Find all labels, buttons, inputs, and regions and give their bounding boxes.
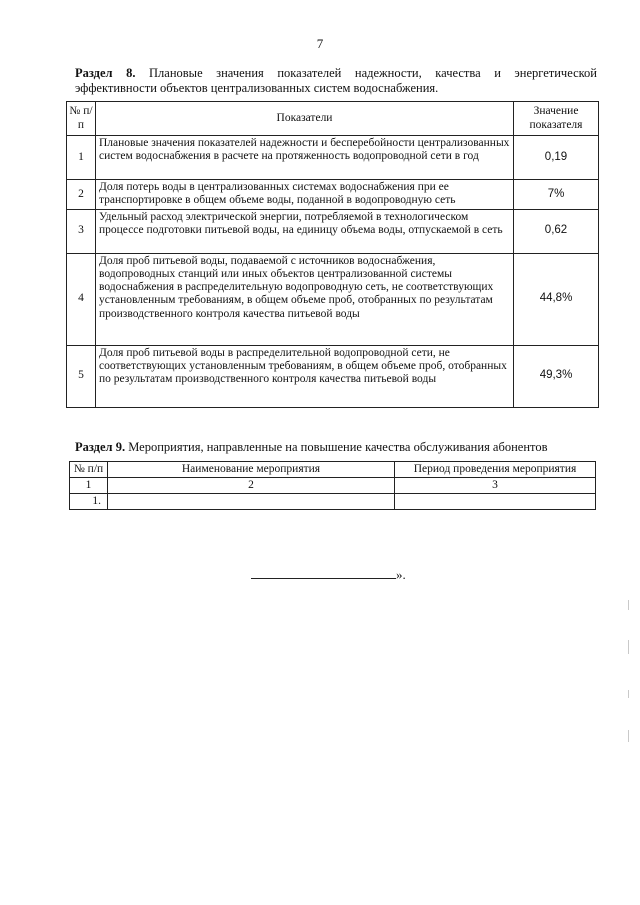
measure-name-cell: [108, 494, 395, 510]
column-header-number: № п/п: [67, 102, 96, 136]
table-row: [67, 209, 599, 253]
section-8-title: Плановые значения показателей надежности, качества и энергетической эффективности объектов централизованных систем водоснабжения.: [75, 66, 597, 95]
scan-artifact: [628, 690, 629, 698]
period-cell: [395, 494, 596, 510]
indicator-text: Доля проб питьевой воды в распределительной водопроводной сети, не соответствующих установленным требованиям, в общем объеме проб, отобранных по результатам производственного контроля качества питьевой воды: [96, 345, 514, 407]
table-row: [67, 345, 599, 407]
row-number: 5: [67, 345, 96, 407]
table-row: [70, 494, 596, 510]
section-9-heading: [75, 440, 597, 455]
row-number: 1: [67, 136, 96, 180]
section-8-heading: [75, 66, 597, 96]
section-9-title: Мероприятия, направленные на повышение качества обслуживания абонентов: [128, 440, 548, 454]
row-number: 3: [67, 209, 96, 253]
scan-artifact: [628, 600, 629, 610]
column-index: 2: [108, 478, 395, 494]
column-index-row: [70, 478, 596, 494]
table-row: [67, 253, 599, 345]
indicator-text: Удельный расход электрической энергии, потребляемой в технологическом процессе подготовки питьевой воды, на единицу объема воды, отпускаемой в сеть: [96, 209, 514, 253]
indicator-value: 49,3%: [514, 345, 599, 407]
column-header-value: Значение показателя: [514, 102, 599, 136]
column-index: 1: [70, 478, 108, 494]
indicators-table: [66, 101, 599, 408]
row-number: 2: [67, 180, 96, 210]
blank-line: [251, 566, 396, 579]
indicator-value: 0,62: [514, 209, 599, 253]
table-row: [67, 180, 599, 210]
column-header-measure-name: Наименование мероприятия: [108, 462, 395, 478]
column-header-period: Период проведения мероприятия: [395, 462, 596, 478]
scan-artifact: [628, 640, 629, 654]
closing-mark: ».: [396, 567, 406, 582]
indicator-text: Доля потерь воды в централизованных системах водоснабжения при ее транспортировке в общем объеме воды, поданной в водопроводную сеть: [96, 180, 514, 210]
indicator-text: Доля проб питьевой воды, подаваемой с источников водоснабжения, водопроводных станций или иных объектов централизованной системы водоснабжения в распределительную водопроводную сеть, не соответствующих установленным требованиям, в общем объеме проб, отобранных по результатам производственного контроля качества питьевой воды: [96, 253, 514, 345]
indicator-value: 0,19: [514, 136, 599, 180]
column-header-indicator: Показатели: [96, 102, 514, 136]
column-header-number: № п/п: [70, 462, 108, 478]
row-number: 4: [67, 253, 96, 345]
page-number: 7: [316, 36, 324, 51]
indicator-value: 44,8%: [514, 253, 599, 345]
table-row: [67, 136, 599, 180]
measures-table: [69, 461, 596, 510]
closing-line: [251, 566, 406, 583]
section-8-label: Раздел 8.: [75, 66, 136, 80]
indicator-text: Плановые значения показателей надежности и бесперебойности централизованных систем водоснабжения в расчете на протяженность водопроводной сети в год: [96, 136, 514, 180]
scan-artifact: [628, 730, 629, 742]
indicator-value: 7%: [514, 180, 599, 210]
row-number: 1.: [70, 494, 108, 510]
section-9-label: Раздел 9.: [75, 440, 126, 454]
column-index: 3: [395, 478, 596, 494]
